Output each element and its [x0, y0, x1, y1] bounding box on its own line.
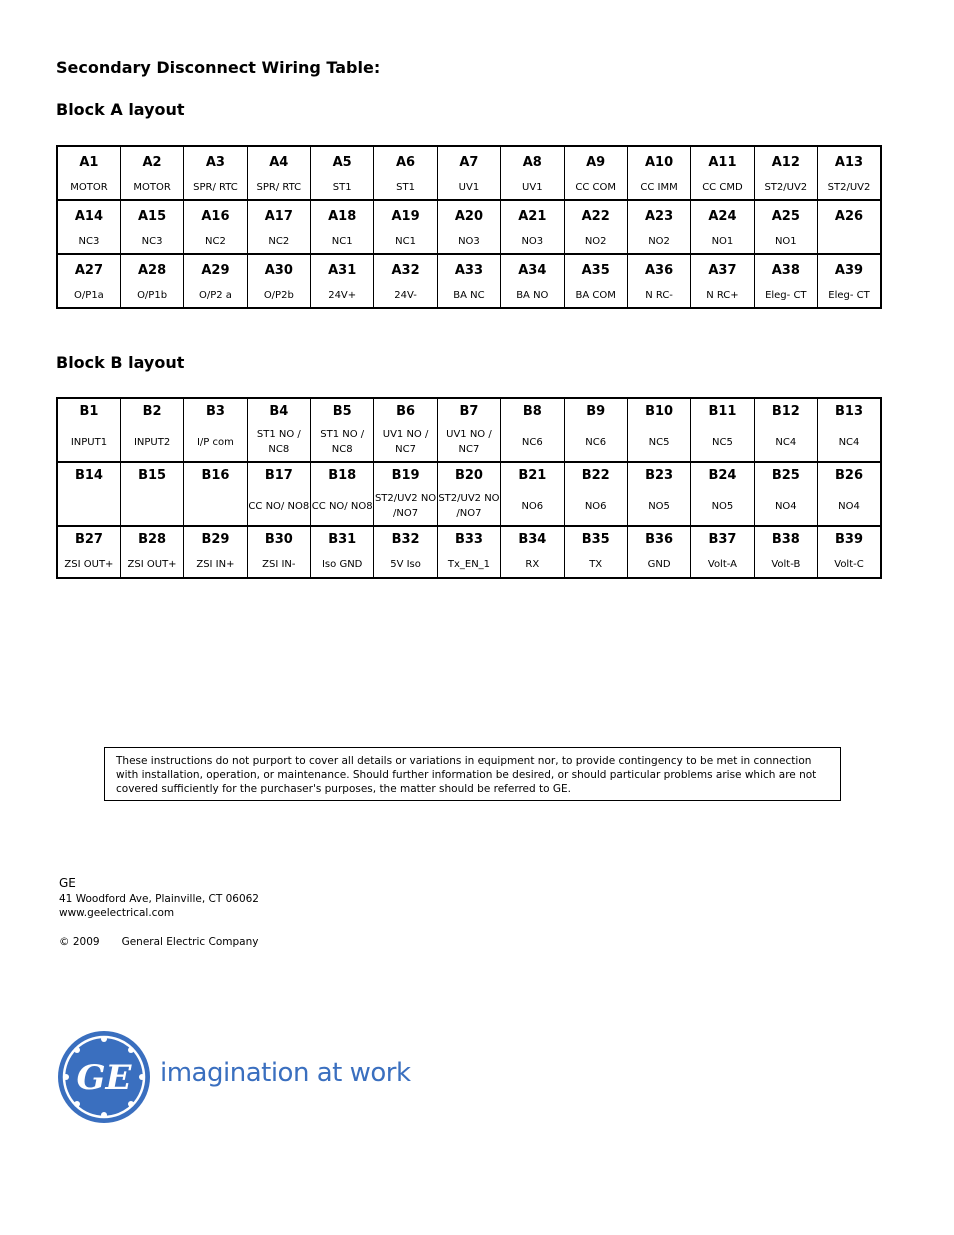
terminal-label: B1 [57, 398, 120, 423]
terminal-label: B19 [374, 462, 437, 487]
terminal-signal: NO3 [437, 229, 500, 254]
terminal-signal: ZSI OUT+ [120, 551, 183, 578]
terminal-signal: INPUT1 [57, 423, 120, 462]
terminal-signal: NC3 [120, 229, 183, 254]
terminal-signal: NO6 [501, 487, 564, 526]
terminal-label: A23 [627, 200, 690, 229]
terminal-signal: CC NO/ NO8 [247, 487, 310, 526]
terminal-signal: NO1 [754, 229, 817, 254]
terminal-signal: NO4 [818, 487, 882, 526]
terminal-label: B15 [120, 462, 183, 487]
terminal-signal: ST1 NO / NC8 [247, 423, 310, 462]
label-row [57, 526, 881, 551]
terminal-signal: NO5 [627, 487, 690, 526]
terminal-label: A27 [57, 254, 120, 283]
terminal-label: B5 [311, 398, 374, 423]
terminal-signal: NO6 [564, 487, 627, 526]
terminal-label: A28 [120, 254, 183, 283]
terminal-label: B3 [184, 398, 247, 423]
terminal-signal: Iso GND [311, 551, 374, 578]
terminal-label: B20 [437, 462, 500, 487]
terminal-label: A34 [501, 254, 564, 283]
terminal-label: B34 [501, 526, 564, 551]
page-title: Secondary Disconnect Wiring Table: [56, 58, 381, 77]
terminal-label: B24 [691, 462, 754, 487]
terminal-signal: Volt-B [754, 551, 817, 578]
terminal-label: A15 [120, 200, 183, 229]
terminal-label: A25 [754, 200, 817, 229]
block-b-table [56, 397, 882, 579]
terminal-signal: UV1 NO / NC7 [374, 423, 437, 462]
terminal-label: A4 [247, 146, 310, 175]
terminal-label: B27 [57, 526, 120, 551]
terminal-label: A29 [184, 254, 247, 283]
terminal-signal: NC2 [247, 229, 310, 254]
disclaimer-text: These instructions do not purport to cover all details or variations in equipment nor, to provide contingency to be met in connection with installation, operation, or maintenance. Should further information be desired, or should particular problems arise which are not covered sufficiently for the purchaser's purposes, the matter should be referred to GE. [116, 755, 817, 795]
terminal-signal: NC4 [818, 423, 882, 462]
terminal-signal: ST2/UV2 NO /NO7 [374, 487, 437, 526]
terminal-label: B21 [501, 462, 564, 487]
signal-row [57, 423, 881, 462]
terminal-label: B25 [754, 462, 817, 487]
terminal-label: B29 [184, 526, 247, 551]
terminal-signal: ST2/UV2 [754, 175, 817, 200]
terminal-signal: NO4 [754, 487, 817, 526]
terminal-signal: INPUT2 [120, 423, 183, 462]
terminal-label: B22 [564, 462, 627, 487]
terminal-label: B18 [311, 462, 374, 487]
terminal-signal: ST1 NO / NC8 [311, 423, 374, 462]
terminal-label: A30 [247, 254, 310, 283]
terminal-label: B12 [754, 398, 817, 423]
terminal-signal [57, 487, 120, 526]
terminal-label: B38 [754, 526, 817, 551]
terminal-label: B26 [818, 462, 882, 487]
terminal-label: A11 [691, 146, 754, 175]
signal-row [57, 283, 881, 308]
terminal-signal: CC CMD [691, 175, 754, 200]
terminal-signal: NO2 [627, 229, 690, 254]
terminal-signal: UV1 [437, 175, 500, 200]
company-name: General Electric Company [121, 936, 259, 948]
logo-lettering: GE [76, 1058, 132, 1098]
label-row [57, 200, 881, 229]
terminal-label: B11 [691, 398, 754, 423]
terminal-signal: NC6 [501, 423, 564, 462]
label-row [57, 146, 881, 175]
block-b-heading: Block B layout [56, 353, 185, 372]
terminal-signal: Eleg- CT [754, 283, 817, 308]
terminal-signal: BA NC [437, 283, 500, 308]
terminal-label: B28 [120, 526, 183, 551]
terminal-label: B8 [501, 398, 564, 423]
terminal-label: B16 [184, 462, 247, 487]
terminal-signal: NC4 [754, 423, 817, 462]
terminal-label: A18 [311, 200, 374, 229]
terminal-label: A12 [754, 146, 817, 175]
terminal-label: B36 [627, 526, 690, 551]
terminal-signal: NO5 [691, 487, 754, 526]
terminal-label: B35 [564, 526, 627, 551]
terminal-signal: BA NO [501, 283, 564, 308]
terminal-signal: UV1 [501, 175, 564, 200]
terminal-label: B13 [818, 398, 882, 423]
terminal-signal: NO3 [501, 229, 564, 254]
terminal-signal: O/P2 a [184, 283, 247, 308]
terminal-signal [184, 487, 247, 526]
terminal-label: A19 [374, 200, 437, 229]
terminal-label: B33 [437, 526, 500, 551]
terminal-label: B30 [247, 526, 310, 551]
tagline: imagination at work [160, 1058, 411, 1088]
terminal-label: A38 [754, 254, 817, 283]
terminal-label: A24 [691, 200, 754, 229]
terminal-label: B37 [691, 526, 754, 551]
terminal-signal: BA COM [564, 283, 627, 308]
terminal-label: B31 [311, 526, 374, 551]
ge-logo [56, 1029, 152, 1129]
terminal-label: B2 [120, 398, 183, 423]
terminal-label: B4 [247, 398, 310, 423]
terminal-signal: Volt-A [691, 551, 754, 578]
terminal-label: A35 [564, 254, 627, 283]
terminal-label: A26 [818, 200, 882, 229]
terminal-signal: UV1 NO / NC7 [437, 423, 500, 462]
terminal-label: A8 [501, 146, 564, 175]
copyright-line [59, 936, 258, 948]
terminal-label: A36 [627, 254, 690, 283]
terminal-signal: NC3 [57, 229, 120, 254]
terminal-label: B17 [247, 462, 310, 487]
terminal-signal: NC5 [691, 423, 754, 462]
terminal-label: A32 [374, 254, 437, 283]
terminal-label: A1 [57, 146, 120, 175]
terminal-label: B6 [374, 398, 437, 423]
terminal-signal: O/P1b [120, 283, 183, 308]
terminal-label: B9 [564, 398, 627, 423]
terminal-signal: Eleg- CT [818, 283, 882, 308]
terminal-signal: NC1 [311, 229, 374, 254]
terminal-signal: SPR/ RTC [247, 175, 310, 200]
terminal-signal: NC5 [627, 423, 690, 462]
terminal-label: A3 [184, 146, 247, 175]
terminal-signal: ZSI OUT+ [57, 551, 120, 578]
terminal-signal: N RC- [627, 283, 690, 308]
terminal-signal: GND [627, 551, 690, 578]
terminal-signal: NO1 [691, 229, 754, 254]
terminal-signal: N RC+ [691, 283, 754, 308]
ge-monogram-icon [56, 1029, 152, 1125]
terminal-signal: TX [564, 551, 627, 578]
terminal-signal: MOTOR [57, 175, 120, 200]
terminal-label: A14 [57, 200, 120, 229]
terminal-signal [818, 229, 882, 254]
terminal-signal: ST1 [374, 175, 437, 200]
terminal-signal: NC1 [374, 229, 437, 254]
terminal-signal: Volt-C [818, 551, 882, 578]
terminal-signal: ST2/UV2 [818, 175, 882, 200]
terminal-signal: CC IMM [627, 175, 690, 200]
terminal-signal: 24V+ [311, 283, 374, 308]
terminal-signal: 24V- [374, 283, 437, 308]
label-row [57, 254, 881, 283]
terminal-label: A37 [691, 254, 754, 283]
terminal-signal: ZSI IN+ [184, 551, 247, 578]
terminal-label: B39 [818, 526, 882, 551]
terminal-signal: RX [501, 551, 564, 578]
terminal-signal: ZSI IN- [247, 551, 310, 578]
terminal-label: A10 [627, 146, 690, 175]
website-link[interactable]: www.geelectrical.com [59, 907, 175, 919]
copyright-year: © 2009 [59, 936, 100, 948]
signal-row [57, 175, 881, 200]
label-row [57, 462, 881, 487]
terminal-signal: NO2 [564, 229, 627, 254]
label-row [57, 398, 881, 423]
terminal-label: B23 [627, 462, 690, 487]
signal-row [57, 229, 881, 254]
terminal-label: A13 [818, 146, 882, 175]
disclaimer-box [104, 747, 841, 801]
signal-row [57, 487, 881, 526]
terminal-signal: NC6 [564, 423, 627, 462]
terminal-label: A21 [501, 200, 564, 229]
terminal-signal: O/P2b [247, 283, 310, 308]
block-a-heading: Block A layout [56, 100, 185, 119]
street-address: 41 Woodford Ave, Plainville, CT 06062 [59, 893, 259, 905]
terminal-signal [120, 487, 183, 526]
terminal-label: A17 [247, 200, 310, 229]
terminal-label: A39 [818, 254, 882, 283]
terminal-label: A31 [311, 254, 374, 283]
terminal-label: A9 [564, 146, 627, 175]
terminal-label: A5 [311, 146, 374, 175]
terminal-label: A22 [564, 200, 627, 229]
terminal-label: A16 [184, 200, 247, 229]
block-a-table [56, 145, 882, 309]
terminal-label: B10 [627, 398, 690, 423]
company-address-block [59, 875, 259, 920]
terminal-signal: NC2 [184, 229, 247, 254]
terminal-signal: CC COM [564, 175, 627, 200]
terminal-signal: I/P com [184, 423, 247, 462]
terminal-label: B14 [57, 462, 120, 487]
terminal-signal: MOTOR [120, 175, 183, 200]
terminal-signal: Tx_EN_1 [437, 551, 500, 578]
terminal-signal: 5V Iso [374, 551, 437, 578]
terminal-label: A6 [374, 146, 437, 175]
terminal-signal: SPR/ RTC [184, 175, 247, 200]
terminal-label: A33 [437, 254, 500, 283]
company-short-name: GE [59, 876, 76, 890]
terminal-label: A2 [120, 146, 183, 175]
terminal-label: A7 [437, 146, 500, 175]
terminal-label: A20 [437, 200, 500, 229]
signal-row [57, 551, 881, 578]
terminal-label: B7 [437, 398, 500, 423]
terminal-label: B32 [374, 526, 437, 551]
terminal-signal: ST2/UV2 NO /NO7 [437, 487, 500, 526]
terminal-signal: O/P1a [57, 283, 120, 308]
terminal-signal: ST1 [311, 175, 374, 200]
terminal-signal: CC NO/ NO8 [311, 487, 374, 526]
